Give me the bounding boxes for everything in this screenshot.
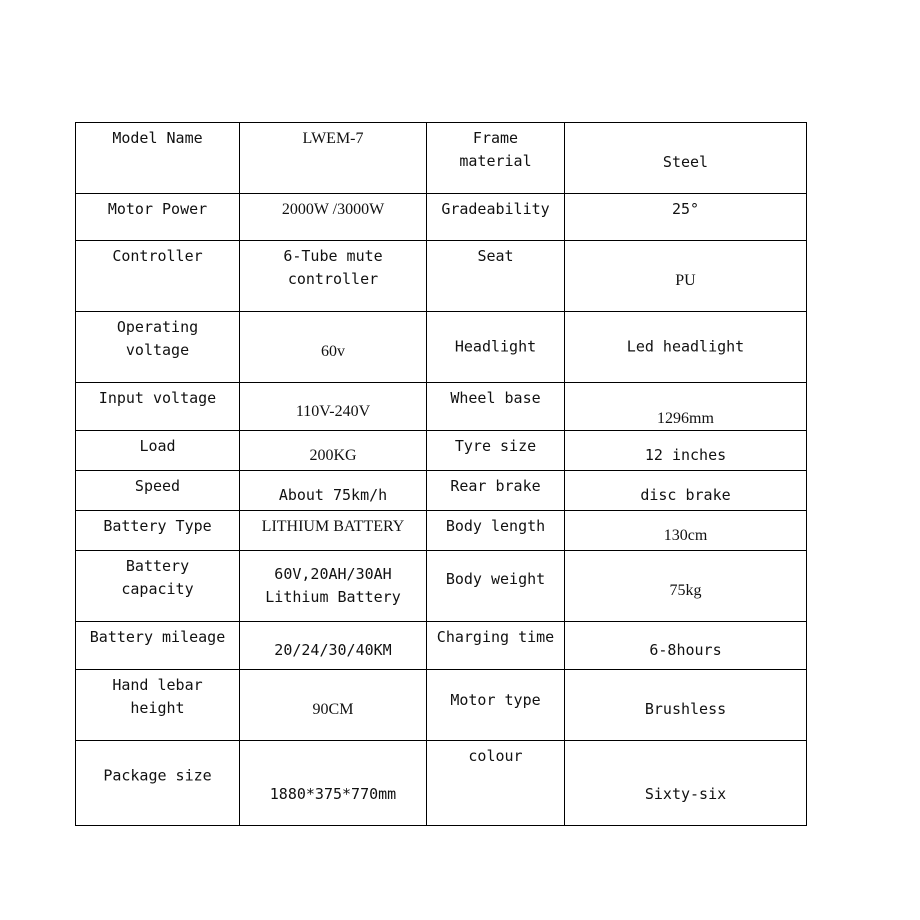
table-row xyxy=(76,551,807,622)
table-cell-value: 6-8hours xyxy=(565,622,807,670)
table-cell-value: 6-Tube mute controller xyxy=(240,241,427,312)
table-row xyxy=(76,622,807,670)
table-cell-value: 2000W /3000W xyxy=(240,194,427,241)
table-cell-value: Sixty-six xyxy=(565,741,807,826)
table-row xyxy=(76,670,807,741)
table-cell-label: Seat xyxy=(427,241,565,312)
table-cell-label: Model Name xyxy=(76,123,240,194)
table-cell-value: 90CM xyxy=(240,670,427,741)
table-cell-value: Steel xyxy=(565,123,807,194)
table-cell-value: 1880*375*770mm xyxy=(240,741,427,826)
table-cell-label: Frame material xyxy=(427,123,565,194)
table-cell-label: Input voltage xyxy=(76,383,240,431)
table-cell-value: 20/24/30/40KM xyxy=(240,622,427,670)
table-cell-label: Body length xyxy=(427,511,565,551)
table-cell-value: 60v xyxy=(240,312,427,383)
table-row xyxy=(76,471,807,511)
table-row xyxy=(76,194,807,241)
table-cell-value: disc brake xyxy=(565,471,807,511)
table-cell-value: 130cm xyxy=(565,511,807,551)
table-cell-value: About 75km/h xyxy=(240,471,427,511)
table-row xyxy=(76,123,807,194)
table-cell-label: Charging time xyxy=(427,622,565,670)
table-cell-label: Battery mileage xyxy=(76,622,240,670)
table-row xyxy=(76,741,807,826)
table-row xyxy=(76,383,807,431)
table-cell-label: Tyre size xyxy=(427,431,565,471)
table-cell-value: 12 inches xyxy=(565,431,807,471)
table-cell-label: Hand lebar height xyxy=(76,670,240,741)
table-cell-label: Rear brake xyxy=(427,471,565,511)
table-cell-label: colour xyxy=(427,741,565,826)
table-cell-value: 75kg xyxy=(565,551,807,622)
table-cell-label: Gradeability xyxy=(427,194,565,241)
table-cell-label: Body weight xyxy=(427,551,565,622)
table-cell-label: Load xyxy=(76,431,240,471)
table-cell-label: Battery capacity xyxy=(76,551,240,622)
table-cell-label: Motor Power xyxy=(76,194,240,241)
table-cell-label: Wheel base xyxy=(427,383,565,431)
table-cell-value: 110V-240V xyxy=(240,383,427,431)
table-cell-value: 200KG xyxy=(240,431,427,471)
table-cell-label: Speed xyxy=(76,471,240,511)
table-cell-value: Brushless xyxy=(565,670,807,741)
table-cell-value: Led headlight xyxy=(565,312,807,383)
table-row xyxy=(76,241,807,312)
table-row xyxy=(76,431,807,471)
table-cell-label: Package size xyxy=(76,741,240,826)
table-cell-value: 1296mm xyxy=(565,383,807,431)
table-cell-label: Motor type xyxy=(427,670,565,741)
table-cell-label: Operating voltage xyxy=(76,312,240,383)
table-cell-value: LWEM-7 xyxy=(240,123,427,194)
table-cell-value: 25° xyxy=(565,194,807,241)
table-cell-value: 60V,20AH/30AH Lithium Battery xyxy=(240,551,427,622)
table-row xyxy=(76,511,807,551)
table-cell-value: PU xyxy=(565,241,807,312)
table-cell-label: Headlight xyxy=(427,312,565,383)
table-cell-value: LITHIUM BATTERY xyxy=(240,511,427,551)
table-cell-label: Controller xyxy=(76,241,240,312)
table-row xyxy=(76,312,807,383)
table-cell-label: Battery Type xyxy=(76,511,240,551)
spec-table xyxy=(75,122,807,826)
